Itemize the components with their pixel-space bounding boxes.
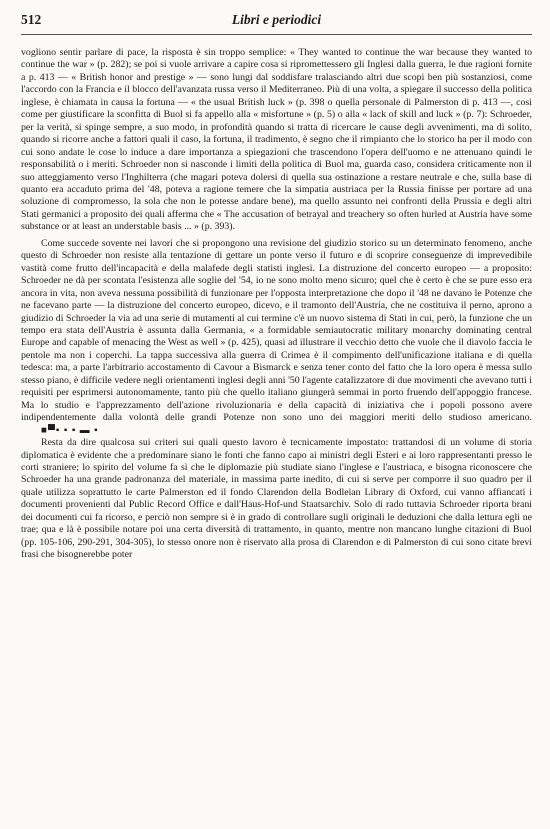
page-number: 512 (21, 12, 42, 27)
paragraph-2-text: Come succede sovente nei lavori che si propongono una revisione del giudizio storico su un determinato fenomeno, anche questo di Schroeder non resiste alla tentazione di gettare un ponte verso il futuro e di scoprire conseguenze di imprevedibile vastità come frutto dell'incapacità e della malafede degli statisti inglesi. La distruzione del concerto europeo — a proposito: Schroeder ne dà per scontata l'esistenza alle soglie del '54, io ne sono molto meno sicuro; quel che è certo è che se pure esso era ancora in vita, non aveva nessuna possibilità di funzionare per l'opposta interpretazione che dopo il '48 ne davano le Potenze che ne facevano parte — la distruzione del concerto europeo, dicevo, e il tramonto dell'Austria, che ne costituiva il perno, aprono a giudizio di Schroeder la via ad una serie di mutamenti al cui termine c'è un nuovo sistema di Stati in cui, però, la funzione che un tempo era stata dell'Austria è assunta dalla Germania, « a formidable semiautocratic military monarchy dominating central Europe and capable of menacing the West as well » (p. 425), quasi ad illustrare il vecchio detto che vuole che il diavolo faccia le pentole ma non i coperchi. La tappa successiva alla guerra di Crimea è il compimento dell'unificazione italiana e di quella tedesca: ma, a parte l'arbitrario accostamento di Cavour a Bismarck e senza tener conto del fatto che la loro opera è messa sullo stesso piano, è difficile vedere negli orientamenti inglesi degli anni '50 l'agente catalizzatore di due movimenti che avevano tutti i requisiti per esprimersi autonomamente, tanto più che quello italiano giungerà semmai in porto fruendo dell'appoggio francese. Ma lo studio e l'apprezzamento dell'azione rivoluzionaria e della capacità di iniziativa che i popoli possono avere indipendentemente dalla volontà delle grandi Potenze non sono uno dei maggiori meriti dello studioso americano. (21, 237, 532, 424)
running-title: Libri e periodici (231, 12, 322, 27)
paragraph-1: vogliono sentir parlare di pace, la risposta è sin troppo semplice: « They wanted to continue the war because they wanted to continue the war » (p. 282); se poi si vuole arrivare a capire cosa si ripromettessero gli Inglesi dalla guerra, le due ragioni fornite a p. 413 — « British honor and prestige » — sono lungi dal soddisfare tralasciando altri due scopi ben più sostanziosi, come l'accordo con la Francia e il blocco dell'avanzata russa verso il Mediterraneo. Più di una volta, a spiegare il successo della politica inglese, è chiamata in causa la fortuna — « the usual British luck » (p. 398 o quella personale di Palmerston di p. 413 —, così come per giustificare la sconfitta di Buol si fa appello alla « misfortune » (p. 5) o alla « lack of skill and luck » (p. 7): Schroeder, per la verità, si spinge sempre, a suo modo, in profondità quando si tratta di ricercare le cause degli avvenimenti, ma di solito, quando si ricorre anche a fattori quali il caso, la fortuna, il tradimento, è segno che il rimpianto che lo storico ha per il modo con cui sono andate le cose lo induce a dare importanza a spiegazioni che trascendono l'opera dell'uomo e ne attenuano quindi le responsabilità o i meriti. Schroeder non si nasconde i limiti della politica di Buol ma, guarda caso, considera criticamente non il suo atteggiamento verso l'Inghilterra (che magari poteva dolersi di quella sua ostinazione a restare neutrale e che, sulla base di quanto era accaduto prima del '48, poteva a ragione temere che la simpatia austriaca per la Russia finisse per portare ad una soluzione di compromesso, la sola che non le potesse andare bene), ma quello assunto nei confronti della Prussia e degli altri Stati germanici a proposito dei quali afferma che « The accusation of betrayal and treachery so often hurled at Austria have some substance or at least an understable basis ... » (p. 393). (21, 47, 532, 233)
page-header (21, 12, 532, 35)
body-text (21, 47, 532, 562)
paragraph-3: Resta da dire qualcosa sui criteri sui quali questo lavoro è tecnicamente impostato: trattandosi di un volume di storia diplomatica è evidente che a predominare siano le fonti che fanno capo ai ministri degli Esteri e ai loro rappresentanti presso le corti straniere; lo spirito del volume fa sì che le diplomazie più studiate siano l'inglese e l'austriaca, e bisogna riconoscere che Schroeder ha una grande padronanza del materiale, in massima parte inedito, di cui si serve per comporre il suo quadro per il quale utilizza soprattutto le carte Palmerston ed il fondo Clarendon della Bodleian Library di Oxford, cui vanno affiancati i documenti provenienti dal Public Record Office e dall'Haus-Hof-und Staatsarchiv. Solo di rado tuttavia Schroeder riporta brani dei documenti cui fa ricorso, e perciò non sempre si è in grado di controllare sugli originali le deduzioni che dalla lettura egli ne trae; qua e là è possibile notare poi una certa diversità di trattamento, in quanto, mentre non mancano lunghe citazioni di Buol (pp. 105-106, 290-291, 304-305), lo stesso onore non è riservato alla prosa di Clarendon e di Palmerston di cui sono citate brevi frasi che bisognerebbe poter (21, 437, 532, 561)
ink-smudge: ■▀▪ ▪ ▪ ▬ ▪ (41, 424, 99, 436)
paragraph-2 (21, 238, 532, 437)
